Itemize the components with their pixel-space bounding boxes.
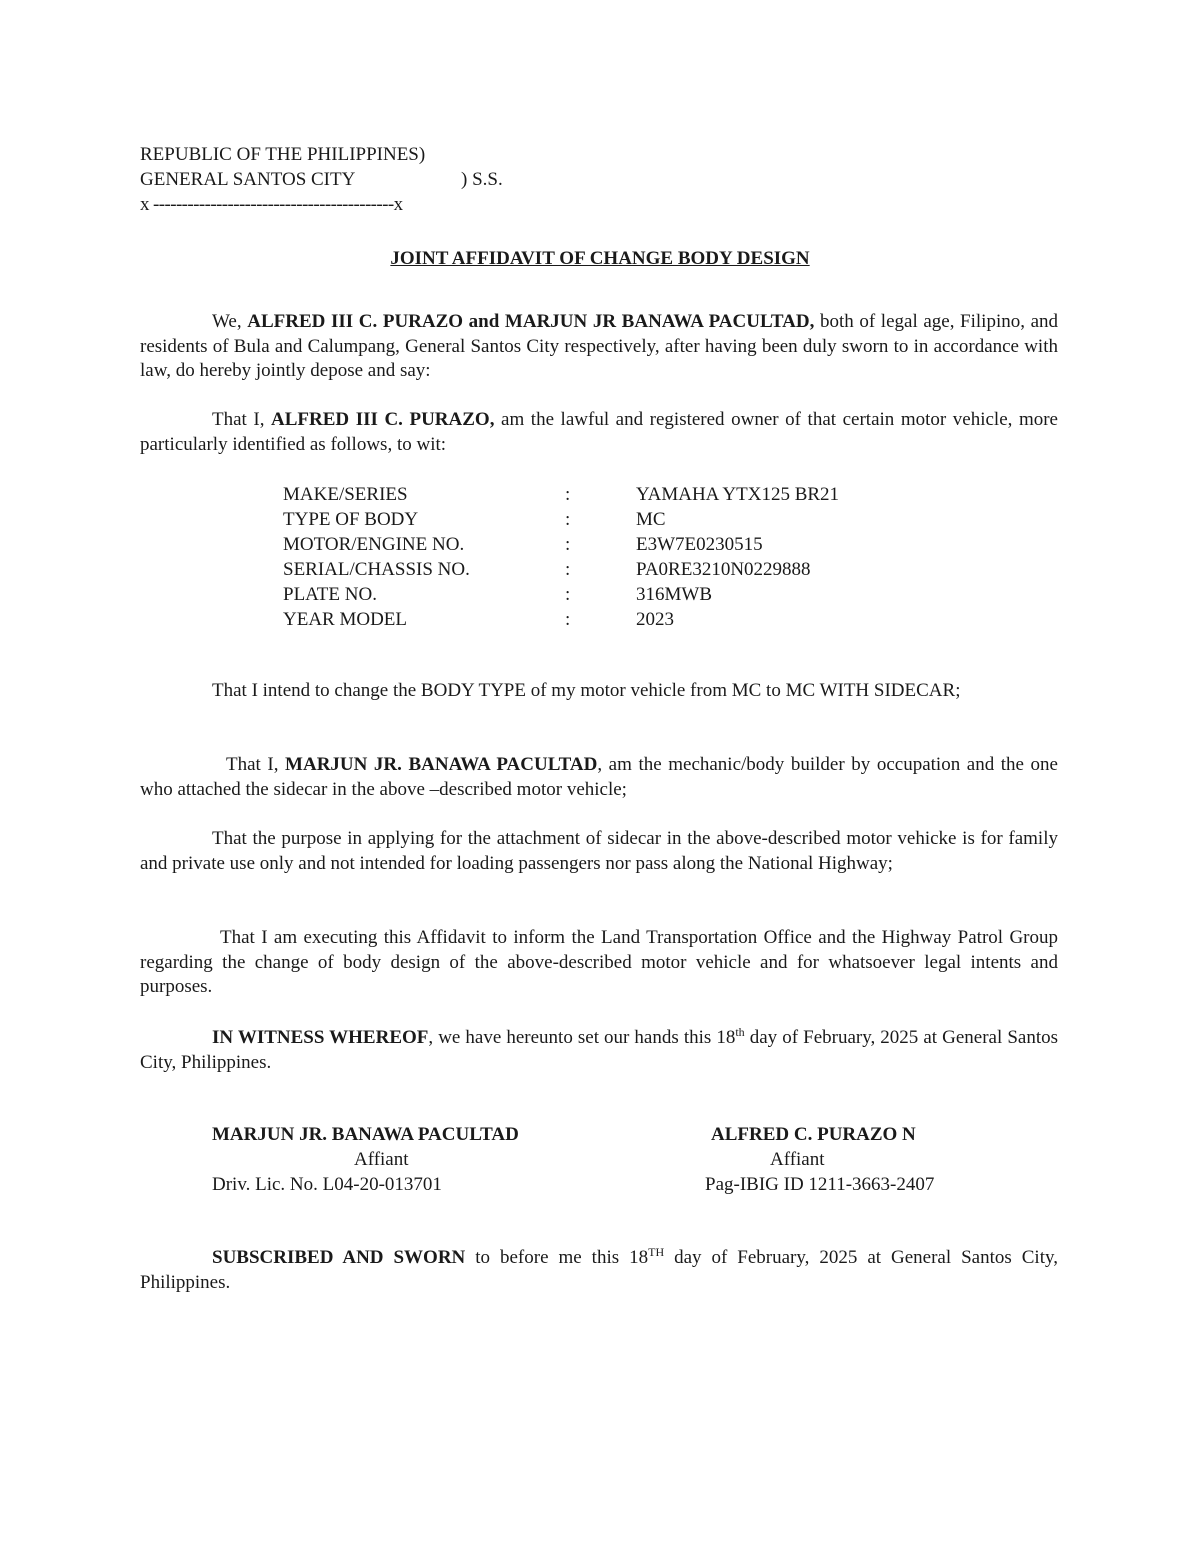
spec-value: 2023 bbox=[636, 609, 674, 630]
owner-paragraph bbox=[140, 408, 1058, 457]
purpose-text: That the purpose in applying for the attachment of sidecar in the above-described motor vehicke is for family and private use only and not intended for loading passengers nor pass along the National Highway; bbox=[140, 828, 1058, 874]
caption-republic: REPUBLIC OF THE PHILIPPINES) bbox=[140, 144, 426, 165]
spec-label: MOTOR/ENGINE NO. bbox=[283, 534, 465, 555]
spec-value: PA0RE3210N0229888 bbox=[636, 559, 811, 580]
signatory-id: Driv. Lic. No. L04-20-013701 bbox=[212, 1174, 442, 1195]
jurat-lead: SUBSCRIBED AND SWORN bbox=[212, 1247, 466, 1268]
signatory-name: ALFRED C. PURAZO N bbox=[711, 1124, 916, 1145]
spec-value: E3W7E0230515 bbox=[636, 534, 763, 555]
spec-label: YEAR MODEL bbox=[283, 609, 408, 630]
owner-text: am the lawful and registered owner of that certain motor vehicle, more particularly identified as follows, to wit: bbox=[140, 409, 1058, 455]
intro-paragraph bbox=[140, 310, 1058, 384]
owner-name: ALFRED III C. PURAZO, bbox=[271, 409, 495, 430]
witness-ordinal: th bbox=[735, 1025, 745, 1039]
witness-text: , we have hereunto set our hands this 18 bbox=[428, 1027, 736, 1048]
signature-block-purazo bbox=[705, 1122, 1025, 1197]
jurat-text: to before me this 18 bbox=[465, 1247, 649, 1268]
intro-text: both of legal age, Filipino, and residents of Bula and Calumpang, General Santos City respectively, after having been duly sworn to in accordance with law, do hereby jointly depose and say: bbox=[140, 311, 1059, 381]
spec-colon: : bbox=[565, 584, 571, 605]
jurat-paragraph bbox=[140, 1246, 1058, 1295]
intro-prefix: We, bbox=[212, 311, 242, 332]
spec-value: MC bbox=[636, 509, 666, 530]
document-title: JOINT AFFIDAVIT OF CHANGE BODY DESIGN bbox=[390, 248, 810, 269]
spec-label: MAKE/SERIES bbox=[283, 484, 408, 505]
caption-divider: x ------------------------------------------x bbox=[140, 194, 403, 215]
mechanic-text: , am the mechanic/body builder by occupation and the one who attached the sidecar in the above –described motor vehicle; bbox=[140, 754, 1058, 800]
jurat-ordinal: TH bbox=[648, 1245, 665, 1259]
purpose-paragraph bbox=[140, 827, 1058, 876]
spec-colon: : bbox=[565, 559, 571, 580]
witness-paragraph bbox=[140, 1026, 1058, 1075]
caption-ss: ) S.S. bbox=[461, 169, 503, 190]
signature-block-pacultad bbox=[212, 1122, 572, 1197]
executing-text: That I am executing this Affidavit to inform the Land Transportation Office and the Highway Patrol Group regarding the change of body design of the above-described motor vehicle and for whatsoever legal intents and purposes. bbox=[140, 927, 1058, 997]
spec-colon: : bbox=[565, 484, 571, 505]
owner-prefix: That I, bbox=[212, 409, 265, 430]
mechanic-prefix: That I, bbox=[226, 754, 279, 775]
signatory-name: MARJUN JR. BANAWA PACULTAD bbox=[212, 1124, 519, 1145]
affiant-names: ALFRED III C. PURAZO and MARJUN JR BANAWA PACULTAD, bbox=[247, 311, 815, 332]
spec-label: PLATE NO. bbox=[283, 584, 377, 605]
caption-city: GENERAL SANTOS CITY bbox=[140, 169, 356, 190]
spec-colon: : bbox=[565, 609, 571, 630]
signatory-role: Affiant bbox=[354, 1149, 409, 1170]
signatory-id: Pag-IBIG ID 1211-3663-2407 bbox=[705, 1174, 935, 1195]
intent-paragraph bbox=[140, 679, 1058, 704]
mechanic-paragraph bbox=[140, 753, 1058, 802]
jurat-text-end: day of February, 2025 at General Santos City, Philippines. bbox=[140, 1247, 1058, 1293]
spec-colon: : bbox=[565, 534, 571, 555]
intent-text: That I intend to change the BODY TYPE of my motor vehicle from MC to MC WITH SIDECAR; bbox=[212, 680, 961, 701]
spec-label: TYPE OF BODY bbox=[283, 509, 419, 530]
spec-value: 316MWB bbox=[636, 584, 712, 605]
witness-lead: IN WITNESS WHEREOF bbox=[212, 1027, 429, 1048]
executing-paragraph bbox=[140, 926, 1058, 1000]
signatory-role: Affiant bbox=[770, 1149, 825, 1170]
spec-colon: : bbox=[565, 509, 571, 530]
spec-value: YAMAHA YTX125 BR21 bbox=[636, 484, 840, 505]
spec-label: SERIAL/CHASSIS NO. bbox=[283, 559, 470, 580]
witness-text-end: day of February, 2025 at General Santos City, Philippines. bbox=[140, 1027, 1058, 1073]
mechanic-name: MARJUN JR. BANAWA PACULTAD bbox=[285, 754, 598, 775]
